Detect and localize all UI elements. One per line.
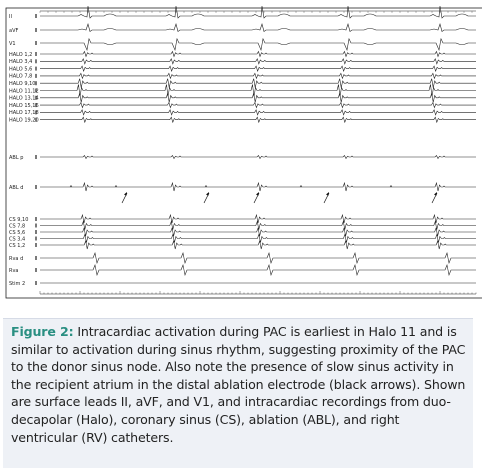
- figure-caption: [11, 323, 467, 446]
- channel-label-cs-7-8: CS 7,8: [9, 223, 26, 230]
- channel-label-abl-d: ABL d: [9, 184, 24, 191]
- channel-label-avf: aVF: [9, 27, 19, 34]
- channel-label-cs-3-4: CS 3,4: [9, 236, 26, 243]
- channel-label-abl-p: ABL p: [9, 154, 24, 161]
- channel-label-cs-9-10: CS 9,10: [9, 216, 29, 223]
- channel-label-cs-5-6: CS 5,6: [9, 229, 26, 236]
- channel-label-ii: II: [9, 13, 12, 20]
- channel-label-halo-17-18: HALO 17,18: [9, 110, 39, 117]
- channel-label-rva: Rva: [9, 267, 19, 274]
- channel-label-halo-9-10: HALO 9,10: [9, 81, 36, 87]
- channel-label-halo-15-16: HALO 15,16: [9, 102, 39, 109]
- channel-label-halo-13-14: HALO 13,14: [9, 95, 39, 102]
- caption-text: Intracardiac activation during PAC is earliest in Halo 11 and is similar to activation during sinus rhythm, suggesting proximity of the PAC to the donor sinus node. Also note the presence of slow sinus activity in the recipient atrium in the distal ablation electrode (black arrows). Shown are surface leads II, aVF, and V1, and intracardiac recordings from duo-decapolar (Halo), coronary sinus (CS), ablation (ABL), and right ventricular (RV) catheters.: [11, 324, 466, 445]
- channel-label-halo-7-8: HALO 7,8: [9, 73, 33, 80]
- channel-label-rva-d: Rva d: [9, 255, 24, 262]
- channel-label-cs-1-2: CS 1,2: [9, 242, 26, 249]
- channel-label-v1: V1: [9, 40, 16, 47]
- channel-label-halo-5-6: HALO 5,6: [9, 66, 33, 73]
- channel-label-halo-19-20: HALO 19,20: [9, 117, 39, 124]
- figure-caption-box: [3, 318, 473, 468]
- channel-label-halo-1-2: HALO 1,2: [9, 51, 33, 58]
- channel-label-halo-3-4: HALO 3,4: [9, 59, 33, 66]
- channel-label-halo-11-12: HALO 11,12: [9, 88, 39, 95]
- channel-label-stim-2: Stim 2: [9, 280, 26, 287]
- figure-label: Figure 2:: [11, 324, 74, 339]
